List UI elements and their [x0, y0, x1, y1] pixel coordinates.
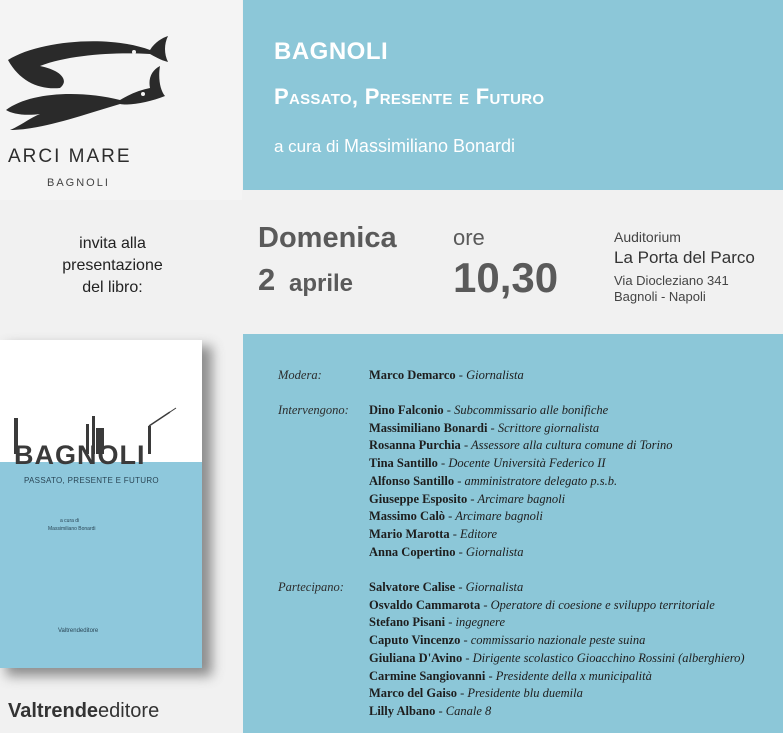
- person-role: - Arcimare bagnoli: [470, 491, 566, 506]
- person-name: Tina Santillo: [369, 456, 438, 471]
- invite-line: del libro:: [82, 279, 143, 296]
- logo-name: ARCI MARE: [8, 146, 132, 167]
- person-role: - Presidente della x municipalità: [488, 668, 652, 683]
- person-role: - Dirigente scolastico Gioacchino Rossini (alberghiero): [465, 650, 745, 665]
- publisher-logo-light: editore: [98, 700, 160, 722]
- program-row: [369, 492, 565, 507]
- book-subtitle: PASSATO, PRESENTE E FUTURO: [24, 476, 159, 485]
- book-curator-prefix: a cura di: [60, 518, 80, 524]
- person-role: - Giornalista: [458, 368, 524, 382]
- main-title: BAGNOLI: [274, 38, 389, 65]
- program-row: [369, 545, 524, 560]
- person-name: Stefano Pisani: [369, 615, 446, 630]
- person-name: Anna Copertino: [369, 544, 456, 559]
- program-row: [369, 580, 523, 595]
- person-role: - Scrittore giornalista: [490, 420, 600, 435]
- program-row: [369, 669, 652, 684]
- person-role: - Subcommissario alle bonifiche: [446, 403, 609, 417]
- book-cover: [0, 340, 202, 668]
- person-name: Lilly Albano: [369, 703, 436, 718]
- person-name: Marco del Gaiso: [369, 686, 457, 701]
- person-name: Mario Marotta: [369, 526, 450, 541]
- program-row: [369, 704, 491, 719]
- person-role: - Assessore alla cultura comune di Torino: [463, 438, 673, 453]
- moderator-label: Modera:: [278, 368, 322, 382]
- curator-name: Massimiliano Bonardi: [343, 136, 516, 156]
- person-role: - ingegnere: [448, 615, 505, 630]
- book-title: BAGNOLI: [14, 440, 146, 470]
- program-row: [369, 421, 599, 436]
- program-row: [369, 509, 543, 524]
- program-row: [369, 651, 745, 666]
- curator-prefix: a cura di: [274, 137, 340, 156]
- program-row: [369, 686, 583, 701]
- program-row: [369, 598, 715, 613]
- venue-name: La Porta del Parco: [614, 248, 755, 267]
- program-row: [369, 438, 673, 453]
- invite-text: [20, 233, 205, 299]
- venue-label: Auditorium: [614, 229, 681, 245]
- person-name: Dino Falconio: [369, 403, 444, 417]
- person-name: Carmine Sangiovanni: [369, 668, 486, 683]
- person-name: Salvatore Calise: [369, 580, 456, 594]
- program-row: [369, 474, 617, 489]
- venue-city: Bagnoli - Napoli: [614, 289, 706, 304]
- person-role: - Arcimare bagnoli: [448, 509, 543, 524]
- program-row: [369, 615, 505, 630]
- person-name: Massimiliano Bonardi: [369, 420, 488, 435]
- book-publisher: Valtrendeditore: [58, 628, 99, 634]
- person-name: Marco Demarco: [369, 368, 456, 382]
- publisher-logo: [8, 700, 159, 723]
- program-row: [369, 633, 645, 648]
- event-day: Domenica: [258, 222, 397, 254]
- person-role: - amministratore delegato p.s.b.: [457, 473, 618, 488]
- event-time: 10,30: [453, 254, 559, 301]
- person-name: Osvaldo Cammarota: [369, 597, 481, 612]
- person-name: Massimo Calò: [369, 509, 446, 524]
- invite-line: invita alla: [79, 235, 146, 252]
- person-role: - Canale 8: [438, 703, 492, 718]
- person-name: Giuliana D'Avino: [369, 650, 463, 665]
- person-role: - Editore: [452, 526, 498, 541]
- person-role: - Giornalista: [458, 580, 524, 594]
- program-row: [369, 527, 497, 542]
- program-row: [369, 403, 608, 418]
- publisher-logo-bold: Valtrende: [8, 700, 99, 722]
- person-name: Caputo Vincenzo: [369, 633, 461, 648]
- main-subtitle: Passato, Presente e Futuro: [274, 84, 545, 109]
- person-role: - Operatore di coesione e sviluppo territoriale: [483, 597, 715, 612]
- venue-address: Via Diocleziano 341: [614, 273, 729, 288]
- fish-logo-icon: [0, 30, 170, 145]
- event-date-number: 2: [258, 262, 276, 297]
- logo-subtitle: BAGNOLI: [47, 177, 110, 189]
- curator-line: [274, 136, 515, 157]
- event-date-month: aprile: [289, 270, 354, 297]
- invite-line: presentazione: [62, 257, 163, 274]
- time-label: ore: [453, 225, 485, 250]
- person-name: Giuseppe Esposito: [369, 491, 468, 506]
- participants-label: Partecipano:: [278, 580, 344, 594]
- speakers-label: Intervengono:: [278, 403, 349, 417]
- program-row: [369, 456, 606, 471]
- person-role: - Giornalista: [458, 544, 524, 559]
- person-role: - commissario nazionale peste suina: [463, 633, 646, 648]
- person-name: Alfonso Santillo: [369, 473, 455, 488]
- person-role: - Presidente blu duemila: [460, 686, 583, 701]
- program-row: [369, 368, 524, 383]
- book-curator-name: Massimiliano Bonardi: [48, 526, 96, 532]
- person-name: Rosanna Purchia: [369, 438, 461, 453]
- person-role: - Docente Università Federico II: [441, 456, 606, 471]
